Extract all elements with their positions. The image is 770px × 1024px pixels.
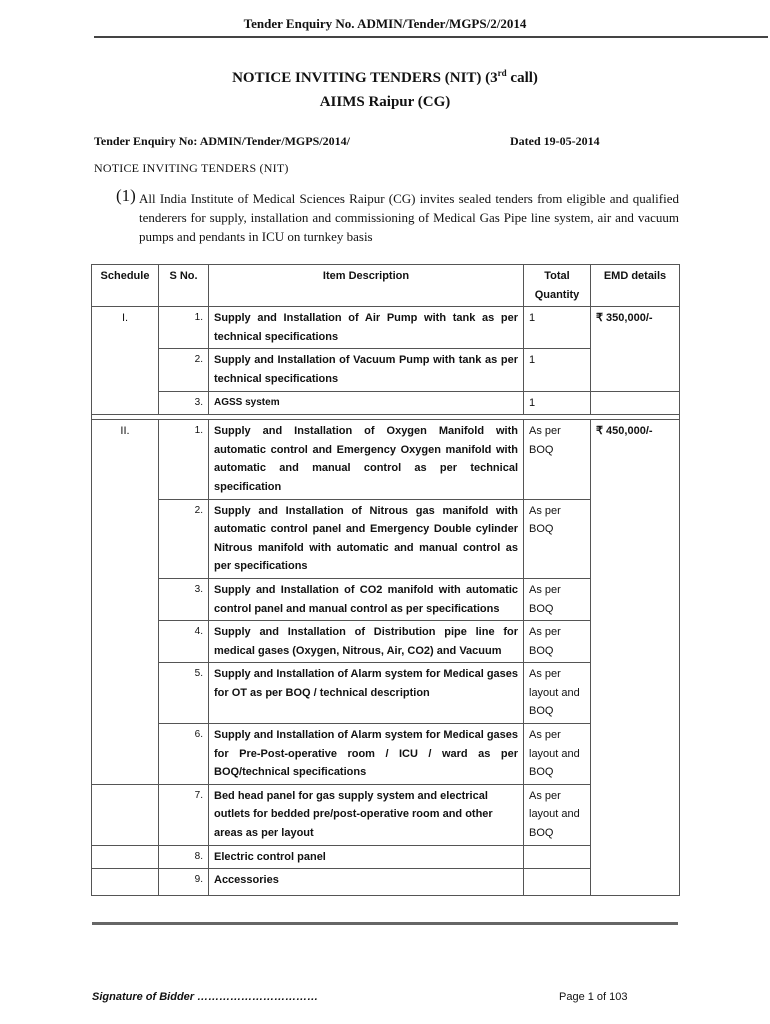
page-number: Page 1 of 103 — [559, 991, 628, 1003]
header-sno: S No. — [159, 265, 209, 307]
table-row — [92, 420, 680, 499]
row-quantity: As per layout and BOQ — [524, 724, 591, 785]
header-quantity: Total Quantity — [524, 265, 591, 307]
row-sno: 5. — [159, 663, 209, 724]
row-description: Supply and Installation of Oxygen Manifold with automatic control and Emergency Oxygen manifold with automatic and manual control as per technical specification — [209, 420, 524, 499]
row-sno: 9. — [159, 869, 209, 896]
row-quantity: As per BOQ — [524, 499, 591, 578]
row-quantity: As per layout and BOQ — [524, 663, 591, 724]
row-description: Supply and Installation of Air Pump with tank as per technical specifications — [209, 307, 524, 349]
title-superscript: rd — [497, 68, 507, 78]
row-sno: 1. — [159, 420, 209, 499]
section-subheading: NOTICE INVITING TENDERS (NIT) — [94, 161, 289, 175]
table-row — [92, 391, 680, 415]
row-quantity: As per BOQ — [524, 621, 591, 663]
table-row — [92, 307, 680, 349]
header-emd: EMD details — [591, 265, 680, 307]
row-quantity: 1 — [524, 349, 591, 391]
row-description: Supply and Installation of Alarm system for Medical gases for OT as per BOQ / technical description — [209, 663, 524, 724]
row-sno: 3. — [159, 391, 209, 415]
page-header: Tender Enquiry No. ADMIN/Tender/MGPS/2/2014 — [243, 16, 527, 31]
row-description: Supply and Installation of Nitrous gas manifold with automatic control panel and Emergency Double cylinder Nitrous manifold with automatic and manual control as per specifications — [209, 499, 524, 578]
header-description: Item Description — [209, 265, 524, 307]
schedule-empty-cell — [92, 869, 159, 896]
row-quantity — [524, 869, 591, 896]
row-sno: 7. — [159, 784, 209, 845]
title-main: NOTICE INVITING TENDERS (NIT) (3 — [232, 70, 498, 86]
tender-items-table — [91, 264, 680, 896]
row-description: Bed head panel for gas supply system and electrical outlets for bedded pre/post-operative room and other areas as per layout — [209, 784, 524, 845]
row-description: AGSS system — [209, 391, 524, 415]
row-sno: 1. — [159, 307, 209, 349]
signature-line: Signature of Bidder …………………………… — [92, 991, 319, 1003]
row-description: Supply and Installation of Vacuum Pump with tank as per technical specifications — [209, 349, 524, 391]
table-header-row — [92, 265, 680, 307]
row-sno: 6. — [159, 724, 209, 785]
row-description: Accessories — [209, 869, 524, 896]
schedule-empty-cell — [92, 784, 159, 845]
header-schedule: Schedule — [92, 265, 159, 307]
tender-reference: Tender Enquiry No: ADMIN/Tender/MGPS/2014/ — [94, 134, 350, 148]
row-sno: 3. — [159, 578, 209, 620]
schedule-label: I. — [92, 307, 159, 415]
emd-amount: ₹ 350,000/- — [591, 307, 680, 391]
schedule-label: II. — [92, 420, 159, 785]
row-sno: 2. — [159, 349, 209, 391]
document-title — [0, 68, 770, 87]
row-description: Supply and Installation of CO2 manifold with automatic control panel and manual control as per specifications — [209, 578, 524, 620]
header-rule — [94, 36, 768, 38]
row-description: Supply and Installation of Alarm system for Medical gases for Pre-Post-operative room / ICU / ward as per BOQ/technical specifications — [209, 724, 524, 785]
row-quantity — [524, 845, 591, 869]
row-quantity: As per layout and BOQ — [524, 784, 591, 845]
row-sno: 8. — [159, 845, 209, 869]
emd-amount: ₹ 450,000/- — [591, 420, 680, 896]
row-sno: 2. — [159, 499, 209, 578]
schedule-empty-cell — [92, 845, 159, 869]
footer-rule — [92, 922, 678, 925]
tender-date: Dated 19-05-2014 — [510, 134, 600, 148]
institution-title: AIIMS Raipur (CG) — [319, 94, 451, 110]
intro-paragraph: All India Institute of Medical Sciences Raipur (CG) invites sealed tenders from eligible and qualified tenderers for supply, installation and commissioning of Medical Gas Pipe line system, air and vacuum pumps and pendants in ICU on turnkey basis — [139, 191, 679, 244]
paragraph-number: (1) — [116, 186, 136, 205]
emd-empty-cell — [591, 391, 680, 415]
row-quantity: 1 — [524, 307, 591, 349]
row-description: Electric control panel — [209, 845, 524, 869]
row-quantity: As per BOQ — [524, 420, 591, 499]
row-sno: 4. — [159, 621, 209, 663]
row-description: Supply and Installation of Distribution pipe line for medical gases (Oxygen, Nitrous, Air, CO2) and Vacuum — [209, 621, 524, 663]
title-end: call) — [506, 70, 538, 86]
row-quantity: As per BOQ — [524, 578, 591, 620]
row-quantity: 1 — [524, 391, 591, 415]
